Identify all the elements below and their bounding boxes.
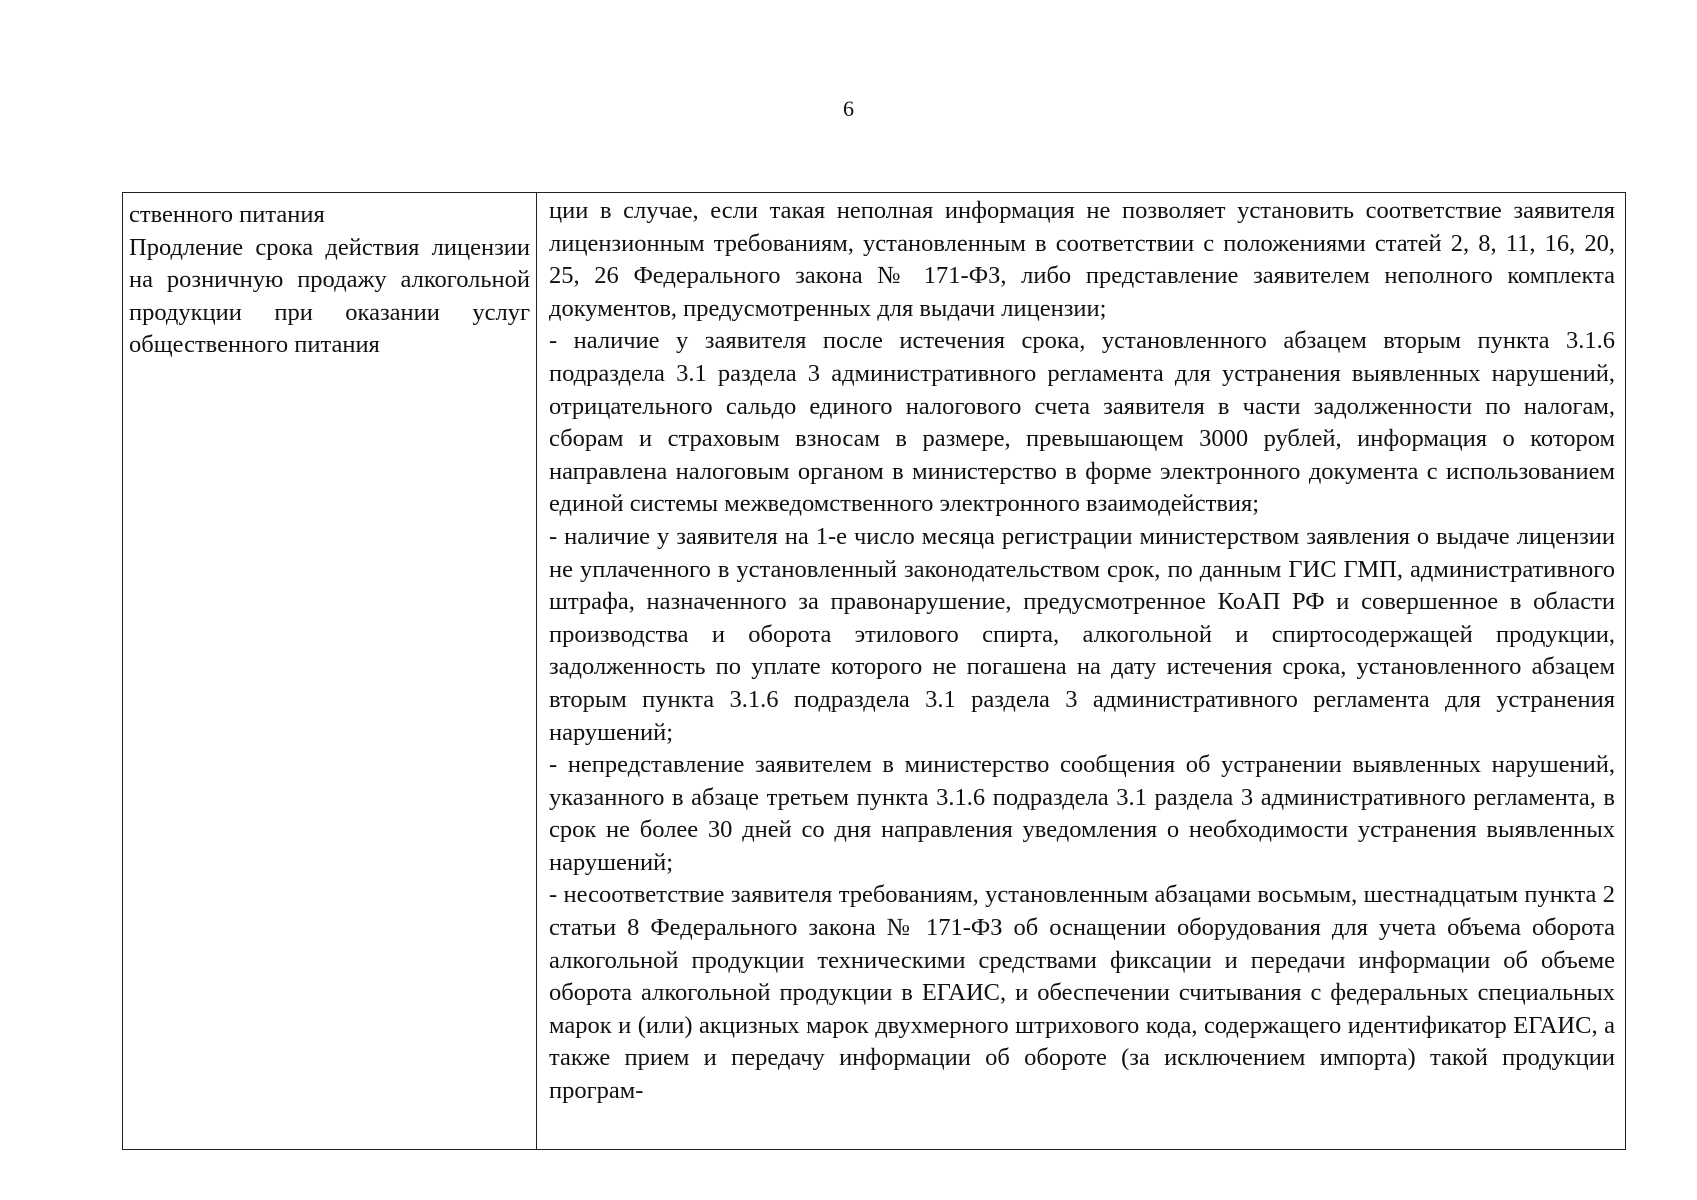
right-cell-paragraph: ции в случае, если такая неполная информация не позволяет установить соответствие заявителя лицензионным требованиям, установленным в соответствии с положениями статей 2, 8, 11, 16, 20, 25, 26 Федерального закона № 171-ФЗ, либо представление заявителем неполного комплекта документов, предусмотренных для выдачи лицензии; [549,197,1615,322]
table-cell-refusal-grounds [537,193,1625,1149]
left-cell-paragraph: ственного питания [129,201,325,228]
table-cell-service-name [123,193,537,1149]
right-cell-paragraph: - непредставление заявителем в министерство сообщения об устранении выявленных нарушений, указанного в абзаце третьем пункта 3.1.6 подраздела 3.1 раздела 3 административного регламента, в срок не более 30 дней со дня направления уведомления о необходимости устранения выявленных нарушений; [549,751,1615,876]
left-cell-paragraph: Продление срока действия лицензии на розничную продажу алкогольной продукции при оказании услуг общественного питания [129,233,530,358]
right-cell-paragraph: - несоответствие заявителя требованиям, установленным абзацами восьмым, шестнадцатым пункта 2 статьи 8 Федерального закона № 171-ФЗ об оснащении оборудования для учета объема оборота алкогольной продукции техническими средствами фиксации и передачи информации об объеме оборота алкогольной продукции в ЕГАИС, и обеспечении считывания с федеральных специальных марок и (или) акцизных марок двухмерного штрихового кода, содержащего идентификатор ЕГАИС, а также прием и передачу информации об обороте (за исключением импорта) такой продукции програм- [549,881,1615,1105]
document-table [122,192,1626,1150]
page-number: 6 [843,96,854,121]
right-cell-paragraph: - наличие у заявителя на 1-е число месяца регистрации министерством заявления о выдаче лицензии не уплаченного в установленный законодательством срок, по данным ГИС ГМП, административного штрафа, назначенного за правонарушение, предусмотренное КоАП РФ и совершенное в области производства и оборота этилового спирта, алкогольной и спиртосодержащей продукции, задолженность по уплате которого не погашена на дату истечения срока, установленного абзацем вторым пункта 3.1.6 подраздела 3.1 раздела 3 административного регламента для устранения нарушений; [549,522,1615,746]
right-cell-paragraph: - наличие у заявителя после истечения срока, установленного абзацем вторым пункта 3.1.6 подраздела 3.1 раздела 3 административного регламента для устранения выявленных нарушений, отрицательного сальдо единого налогового счета заявителя в части задолженности по налогам, сборам и страховым взносам в размере, превышающем 3000 рублей, информация о котором направлена налоговым органом в министерство в форме электронного документа с использованием единой системы межведомственного электронного взаимодействия; [549,327,1615,518]
